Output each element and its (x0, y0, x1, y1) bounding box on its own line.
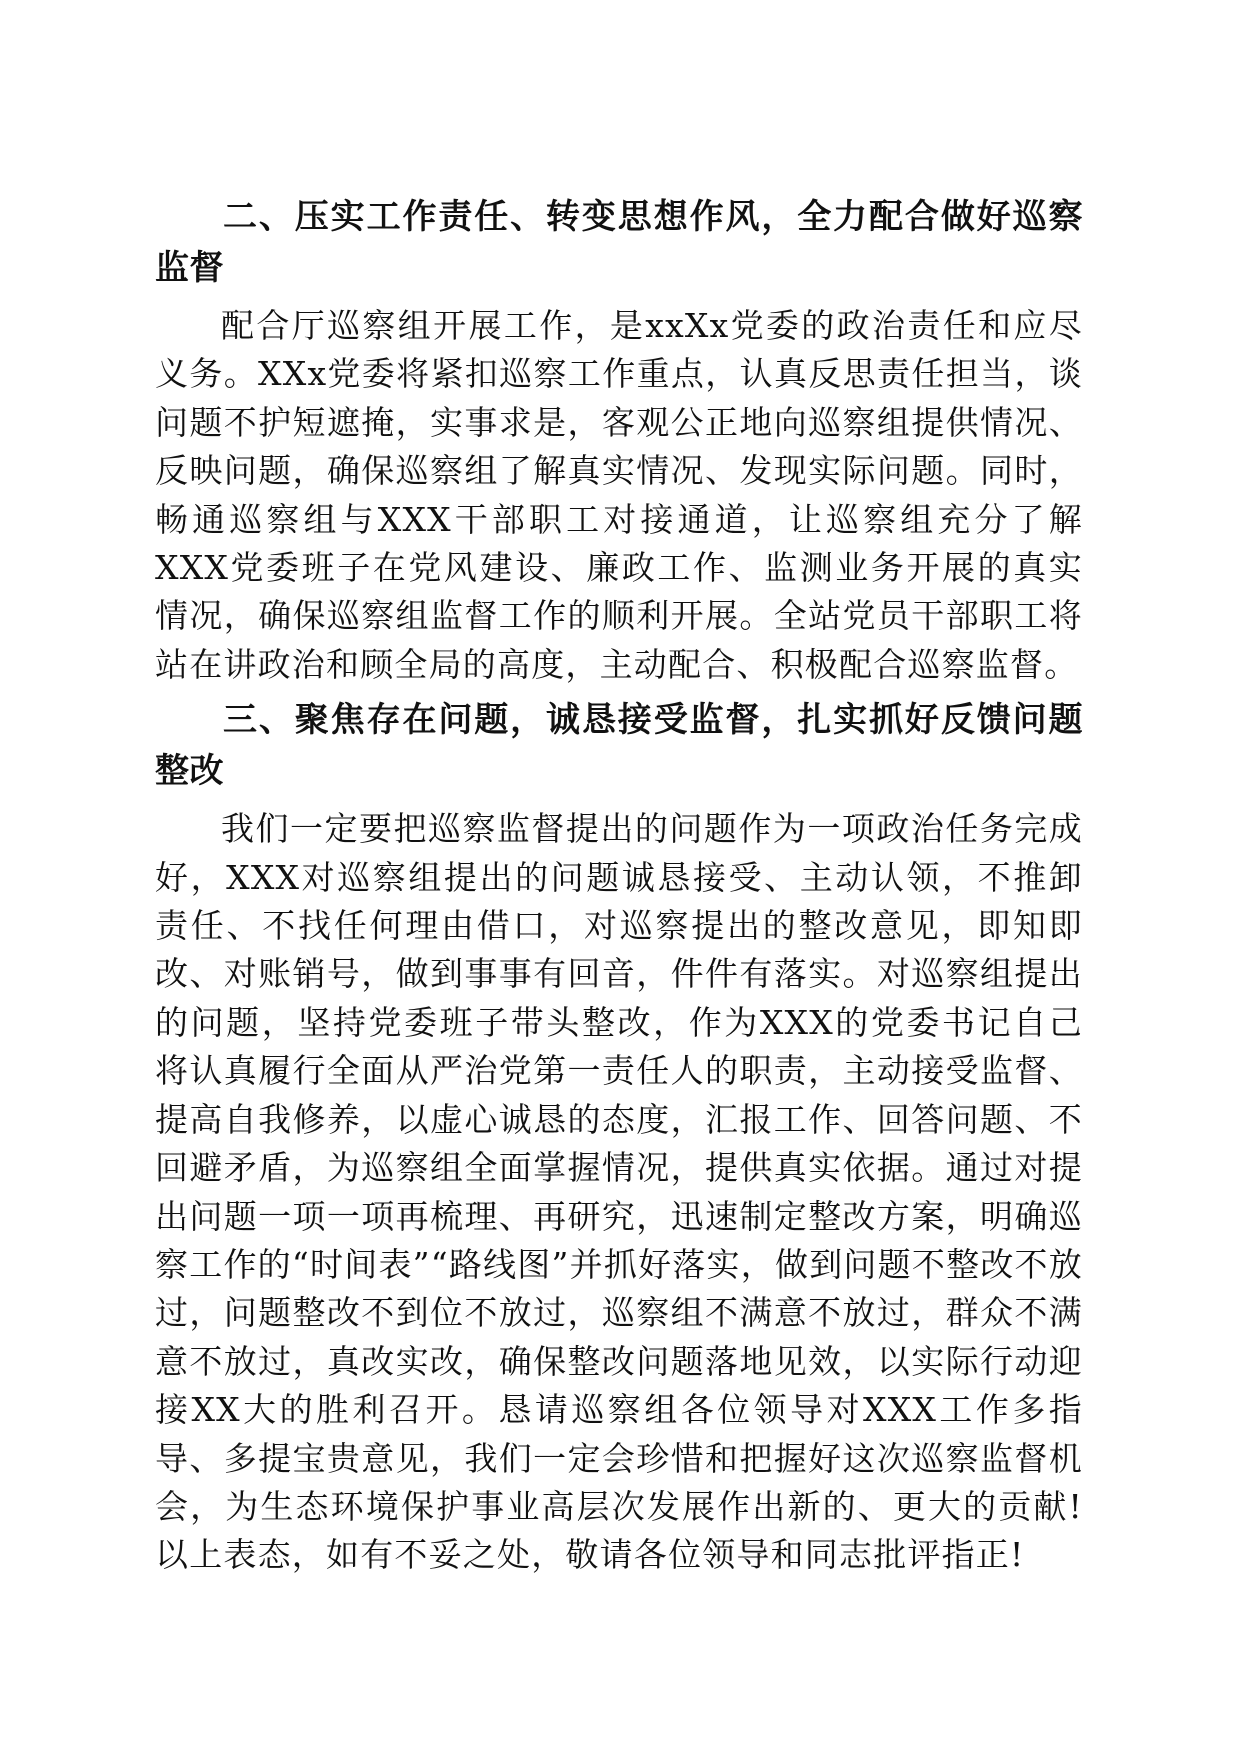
section-paragraph-2: 配合厅巡察组开展工作，是xxXx党委的政治责任和应尽义务。XXx党委将紧扣巡察工作重点，认真反思责任担当，谈问题不护短遮掩，实事求是，客观公正地向巡察组提供情况、反映问题，确保巡察组了解真实情况、发现实际问题。同时，畅通巡察组与XXX干部职工对接通道，让巡察组充分了解XXX党委班子在党风建设、廉政工作、监测业务开展的真实情况，确保巡察组监督工作的顺利开展。全站党员干部职工将站在讲政治和顾全局的高度，主动配合、积极配合巡察监督。 (155, 306, 1083, 684)
document-body (155, 192, 1083, 1580)
section-paragraph-3: 我们一定要把巡察监督提出的问题作为一项政治任务完成好，XXX对巡察组提出的问题诚恳接受、主动认领，不推卸责任、不找任何理由借口，对巡察提出的整改意见，即知即改、对账销号，做到事事有回音，件件有落实。对巡察组提出的问题，坚持党委班子带头整改，作为XXX的党委书记自己将认真履行全面从严治党第一责任人的职责，主动接受监督、提高自我修养，以虚心诚恳的态度，汇报工作、回答问题、不回避矛盾，为巡察组全面掌握情况，提供真实依据。通过对提出问题一项一项再梳理、再研究，迅速制定整改方案，明确巡察工作的“时间表”“路线图”并抓好落实，做到问题不整改不放过，问题整改不到位不放过，巡察组不满意不放过，群众不满意不放过，真改实改，确保整改问题落地见效，以实际行动迎接XX大的胜利召开。恳请巡察组各位领导对XXX工作多指导、多提宝贵意见，我们一定会珍惜和把握好这次巡察监督机会，为生态环境保护事业高层次发展作出新的、更大的贡献!以上表态，如有不妥之处，敬请各位领导和同志批评指正! (155, 809, 1083, 1575)
section-heading-2: 二、压实工作责任、转变思想作风，全力配合做好巡察监督 (155, 197, 1083, 288)
section-heading-3: 三、聚焦存在问题，诚恳接受监督，扎实抓好反馈问题整改 (155, 700, 1083, 792)
